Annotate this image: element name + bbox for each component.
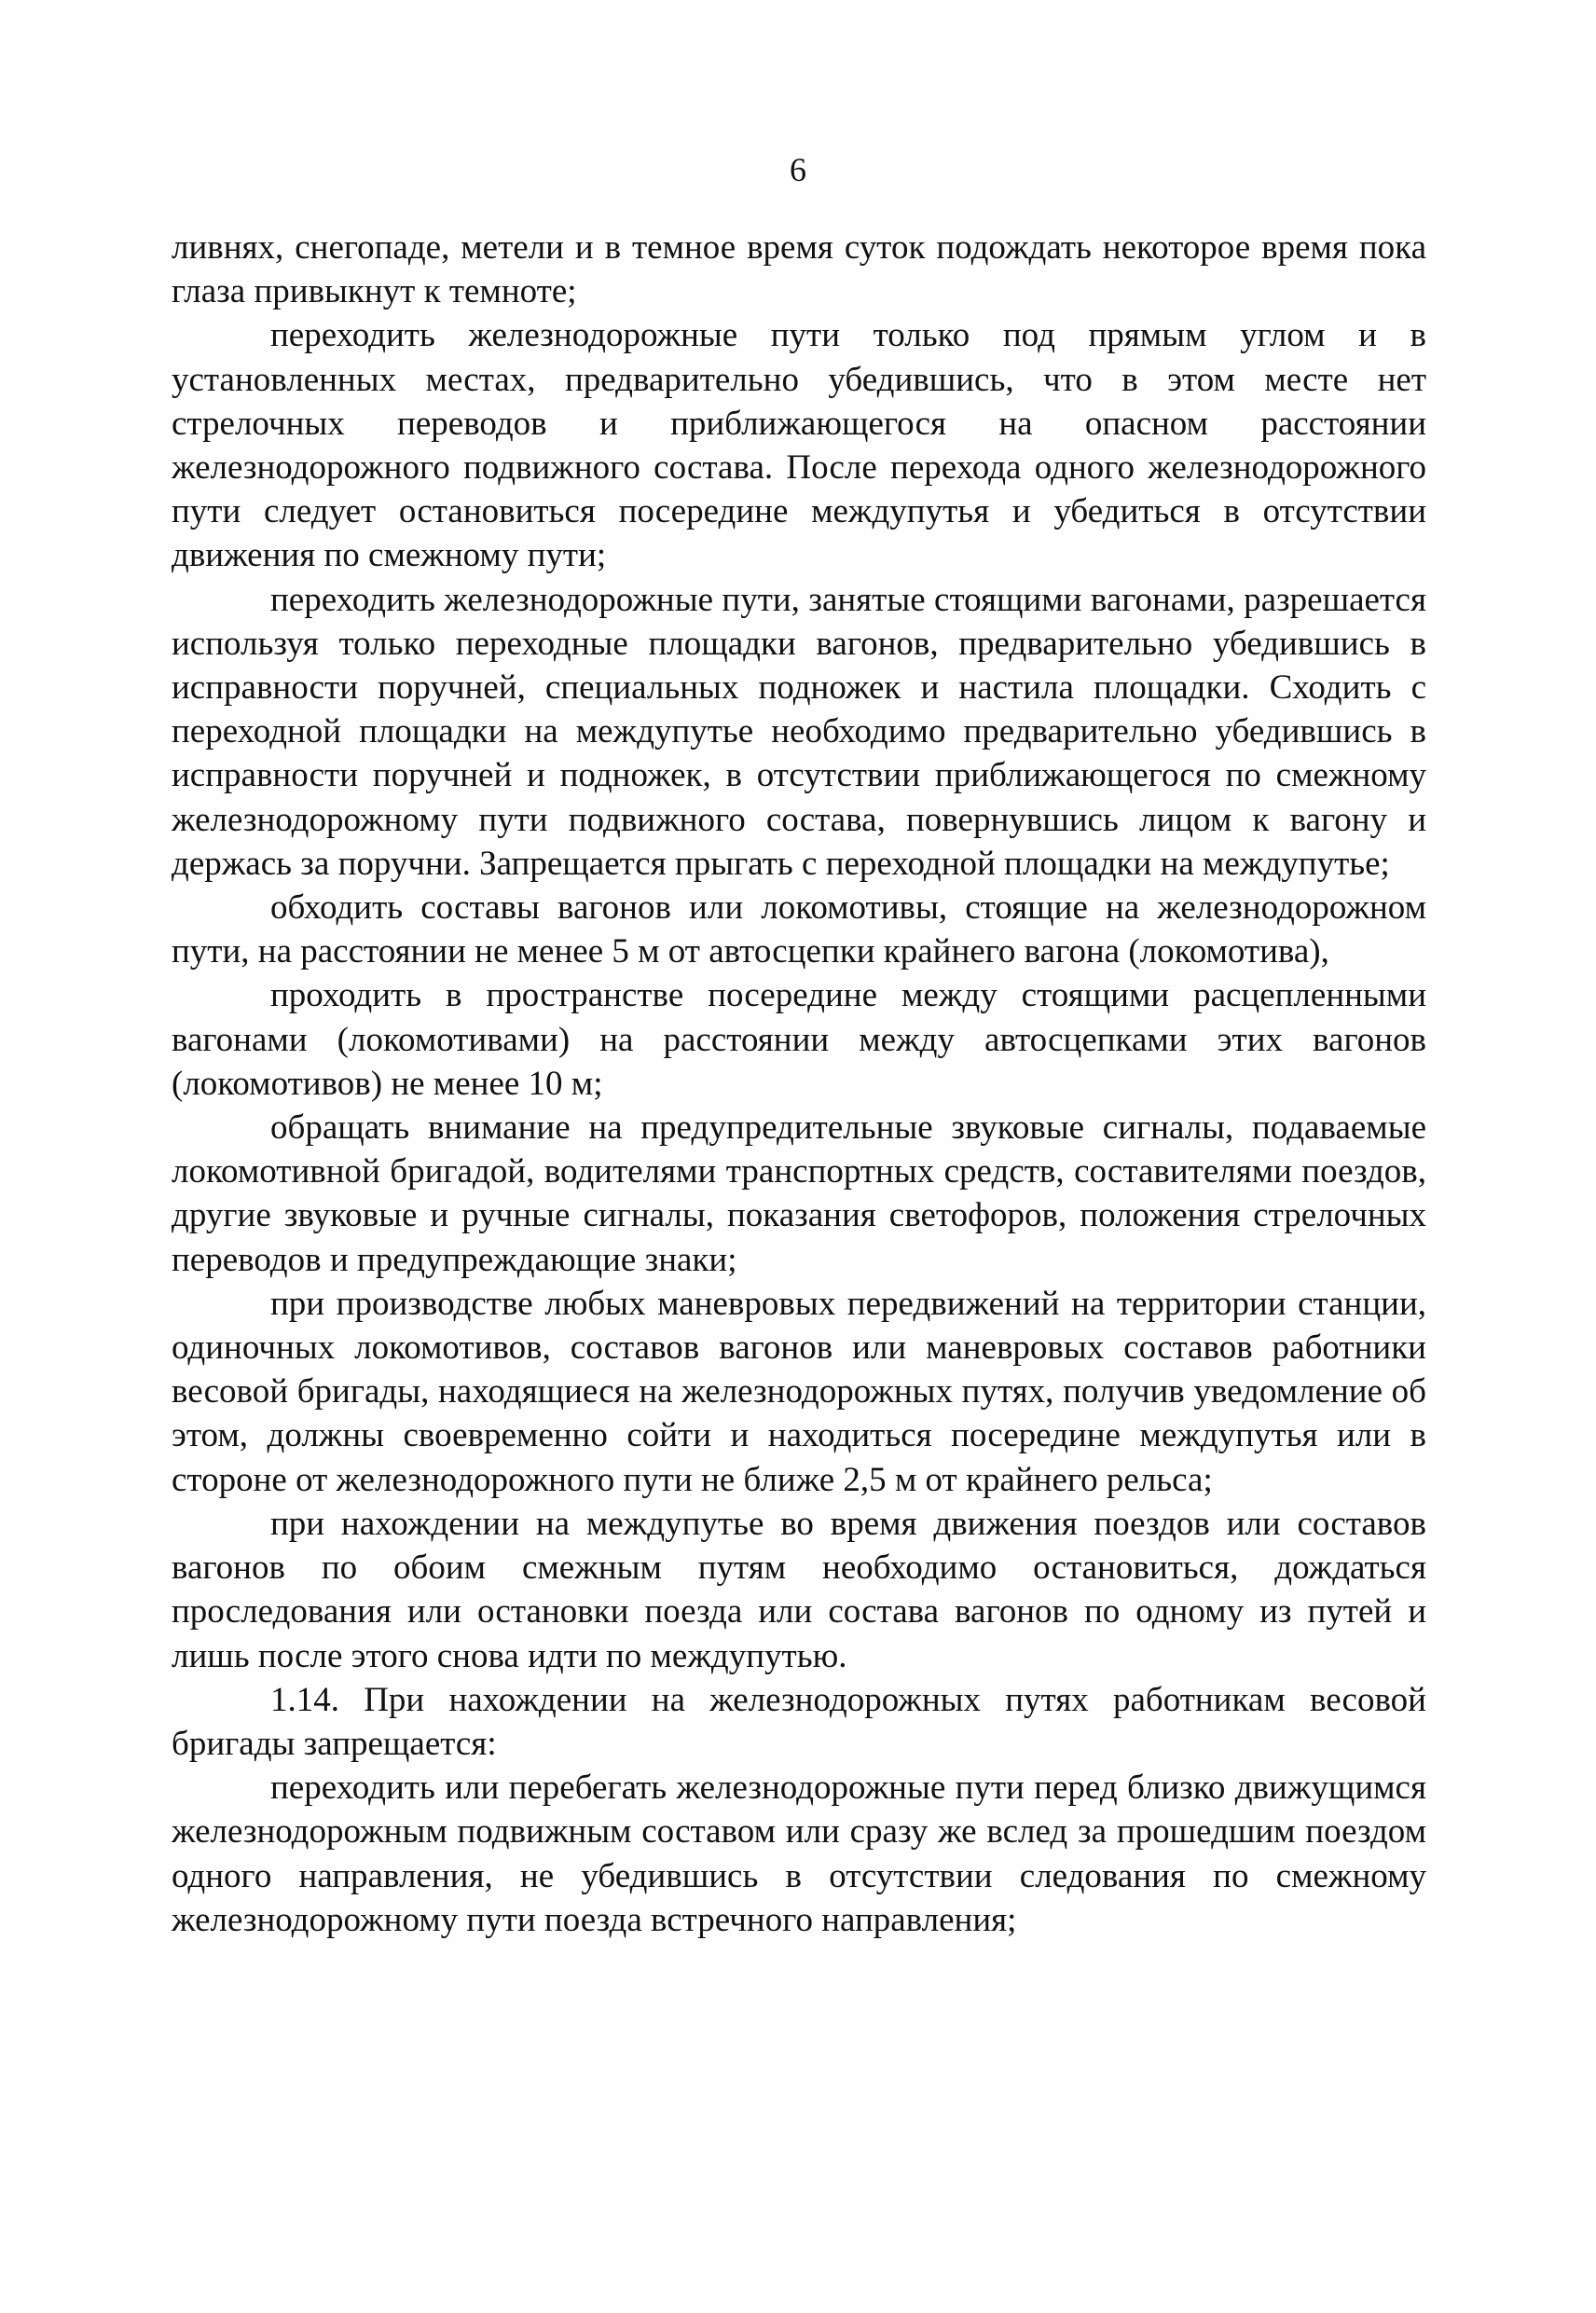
paragraph-section-1-14: 1.14. При нахождении на железнодорожных путях работникам весовой бригады запрещается:	[172, 1680, 1426, 1763]
paragraph-bypass-trains: обходить составы вагонов или локомотивы, стоящие на железнодорожном пути, на расстоянии не менее 5 м от автосцепки крайнего вагона (локомотива),	[172, 888, 1426, 971]
paragraph-warning-signals: обращать внимание на предупредительные звуковые сигналы, подаваемые локомотивной бригадой, водителями транспортных средств, составителями поездов, другие звуковые и ручные сигналы, показания светофоров, положения стрелочных переводов и предупреждающие знаки;	[172, 1108, 1426, 1279]
page-number: 6	[790, 151, 806, 188]
paragraph-crossing-tracks: переходить железнодорожные пути только под прямым углом и в установленных местах, предварительно убедившись, что в этом месте нет стрелочных переводов и приближающегося на опасном расстоянии железнодорожного подвижного состава. После перехода одного железнодорожного пути следует остановиться посередине междупутья и убедиться в отсутствии движения по смежному пути;	[172, 316, 1426, 575]
paragraph-prohibited-crossing: переходить или перебегать железнодорожные пути перед близко движущимся железнодорожным подвижным составом или сразу же вслед за прошедшим поездом одного направления, не убедившись в отсутствии следования по смежному железнодорожному пути поезда встречного направления;	[172, 1769, 1426, 1939]
paragraph-between-tracks-stop: при нахождении на междупутье во время движения поездов или составов вагонов по обоим смежным путям необходимо остановиться, дождаться проследования или остановки поезда или состава вагонов по одному из путей и лишь после этого снова идти по междупутью.	[172, 1504, 1426, 1675]
paragraph-pass-between-cars: проходить в пространстве посередине между стоящими расцепленными вагонами (локомотивами) на расстоянии между автосцепками этих вагонов (локомотивов) не менее 10 м;	[172, 976, 1426, 1103]
paragraph-shunting-movements: при производстве любых маневровых передвижений на территории станции, одиночных локомотивов, составов вагонов или маневровых составов работники весовой бригады, находящиеся на железнодорожных путях, получив уведомление об этом, должны своевременно сойти и находиться посередине междупутья или в стороне от железнодорожного пути не ближе 2,5 м от крайнего рельса;	[172, 1284, 1426, 1499]
paragraph-crossing-via-platforms: переходить железнодорожные пути, занятые стоящими вагонами, разрешается используя только переходные площадки вагонов, предварительно убедившись в исправности поручней, специальных подножек и настила площадки. Сходить с переходной площадки на междупутье необходимо предварительно убедившись в исправности поручней и подножек, в отсутствии приближающегося по смежному железнодорожному пути подвижного состава, повернувшись лицом к вагону и держась за поручни. Запрещается прыгать с переходной площадки на междупутье;	[172, 580, 1426, 883]
body-text	[172, 226, 1426, 1942]
paragraph-continuation: ливнях, снегопаде, метели и в темное время суток подождать некоторое время пока глаза привыкнут к темноте;	[172, 228, 1426, 311]
